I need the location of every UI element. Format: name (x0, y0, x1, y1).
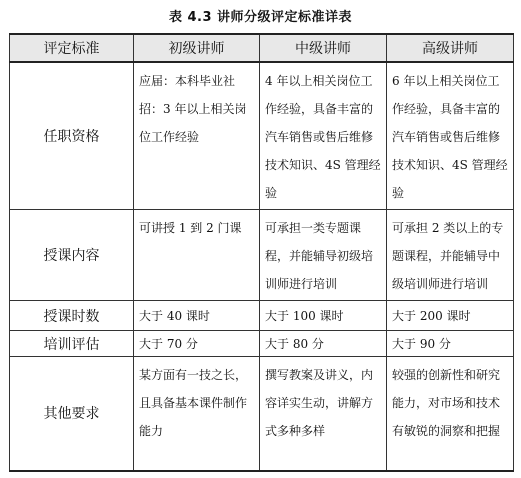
row-label: 培训评估 (10, 331, 134, 357)
cell-middle: 可承担一类专题课程，并能辅导初级培训师进行培训 (260, 210, 387, 301)
table-header-row (10, 34, 514, 62)
cell-middle: 大于 100 课时 (260, 301, 387, 331)
cell-senior: 6 年以上相关岗位工作经验，具备丰富的汽车销售或售后维修技术知识、4S 管理经验 (387, 62, 514, 210)
lecturer-grading-table (9, 33, 514, 472)
table-row (10, 62, 514, 210)
table-title: 表 4.3 讲师分级评定标准详表 (168, 10, 353, 25)
table-row (10, 301, 514, 331)
cell-middle: 大于 80 分 (260, 331, 387, 357)
row-label: 授课内容 (10, 210, 134, 301)
cell-middle: 4 年以上相关岗位工作经验，具备丰富的汽车销售或售后维修技术知识、4S 管理经验 (260, 62, 387, 210)
cell-senior: 大于 200 课时 (387, 301, 514, 331)
cell-junior: 某方面有一技之长，且具备基本课件制作能力 (134, 357, 260, 471)
cell-senior: 较强的创新性和研究能力，对市场和技术有敏锐的洞察和把握 (387, 357, 514, 471)
cell-middle: 撰写教案及讲义，内容详实生动，讲解方式多种多样 (260, 357, 387, 471)
table-row (10, 331, 514, 357)
cell-senior: 大于 90 分 (387, 331, 514, 357)
cell-junior: 应届：本科毕业社招：3 年以上相关岗位工作经验 (134, 62, 260, 210)
row-label: 任职资格 (10, 62, 134, 210)
header-middle: 中级讲师 (260, 34, 387, 62)
cell-junior: 大于 40 课时 (134, 301, 260, 331)
table-row (10, 210, 514, 301)
header-senior: 高级讲师 (387, 34, 514, 62)
header-junior: 初级讲师 (134, 34, 260, 62)
header-criteria: 评定标准 (10, 34, 134, 62)
row-label: 授课时数 (10, 301, 134, 331)
cell-junior: 大于 70 分 (134, 331, 260, 357)
row-label: 其他要求 (10, 357, 134, 471)
cell-senior: 可承担 2 类以上的专题课程，并能辅导中级培训师进行培训 (387, 210, 514, 301)
cell-junior: 可讲授 1 到 2 门课 (134, 210, 260, 301)
table-row (10, 357, 514, 471)
